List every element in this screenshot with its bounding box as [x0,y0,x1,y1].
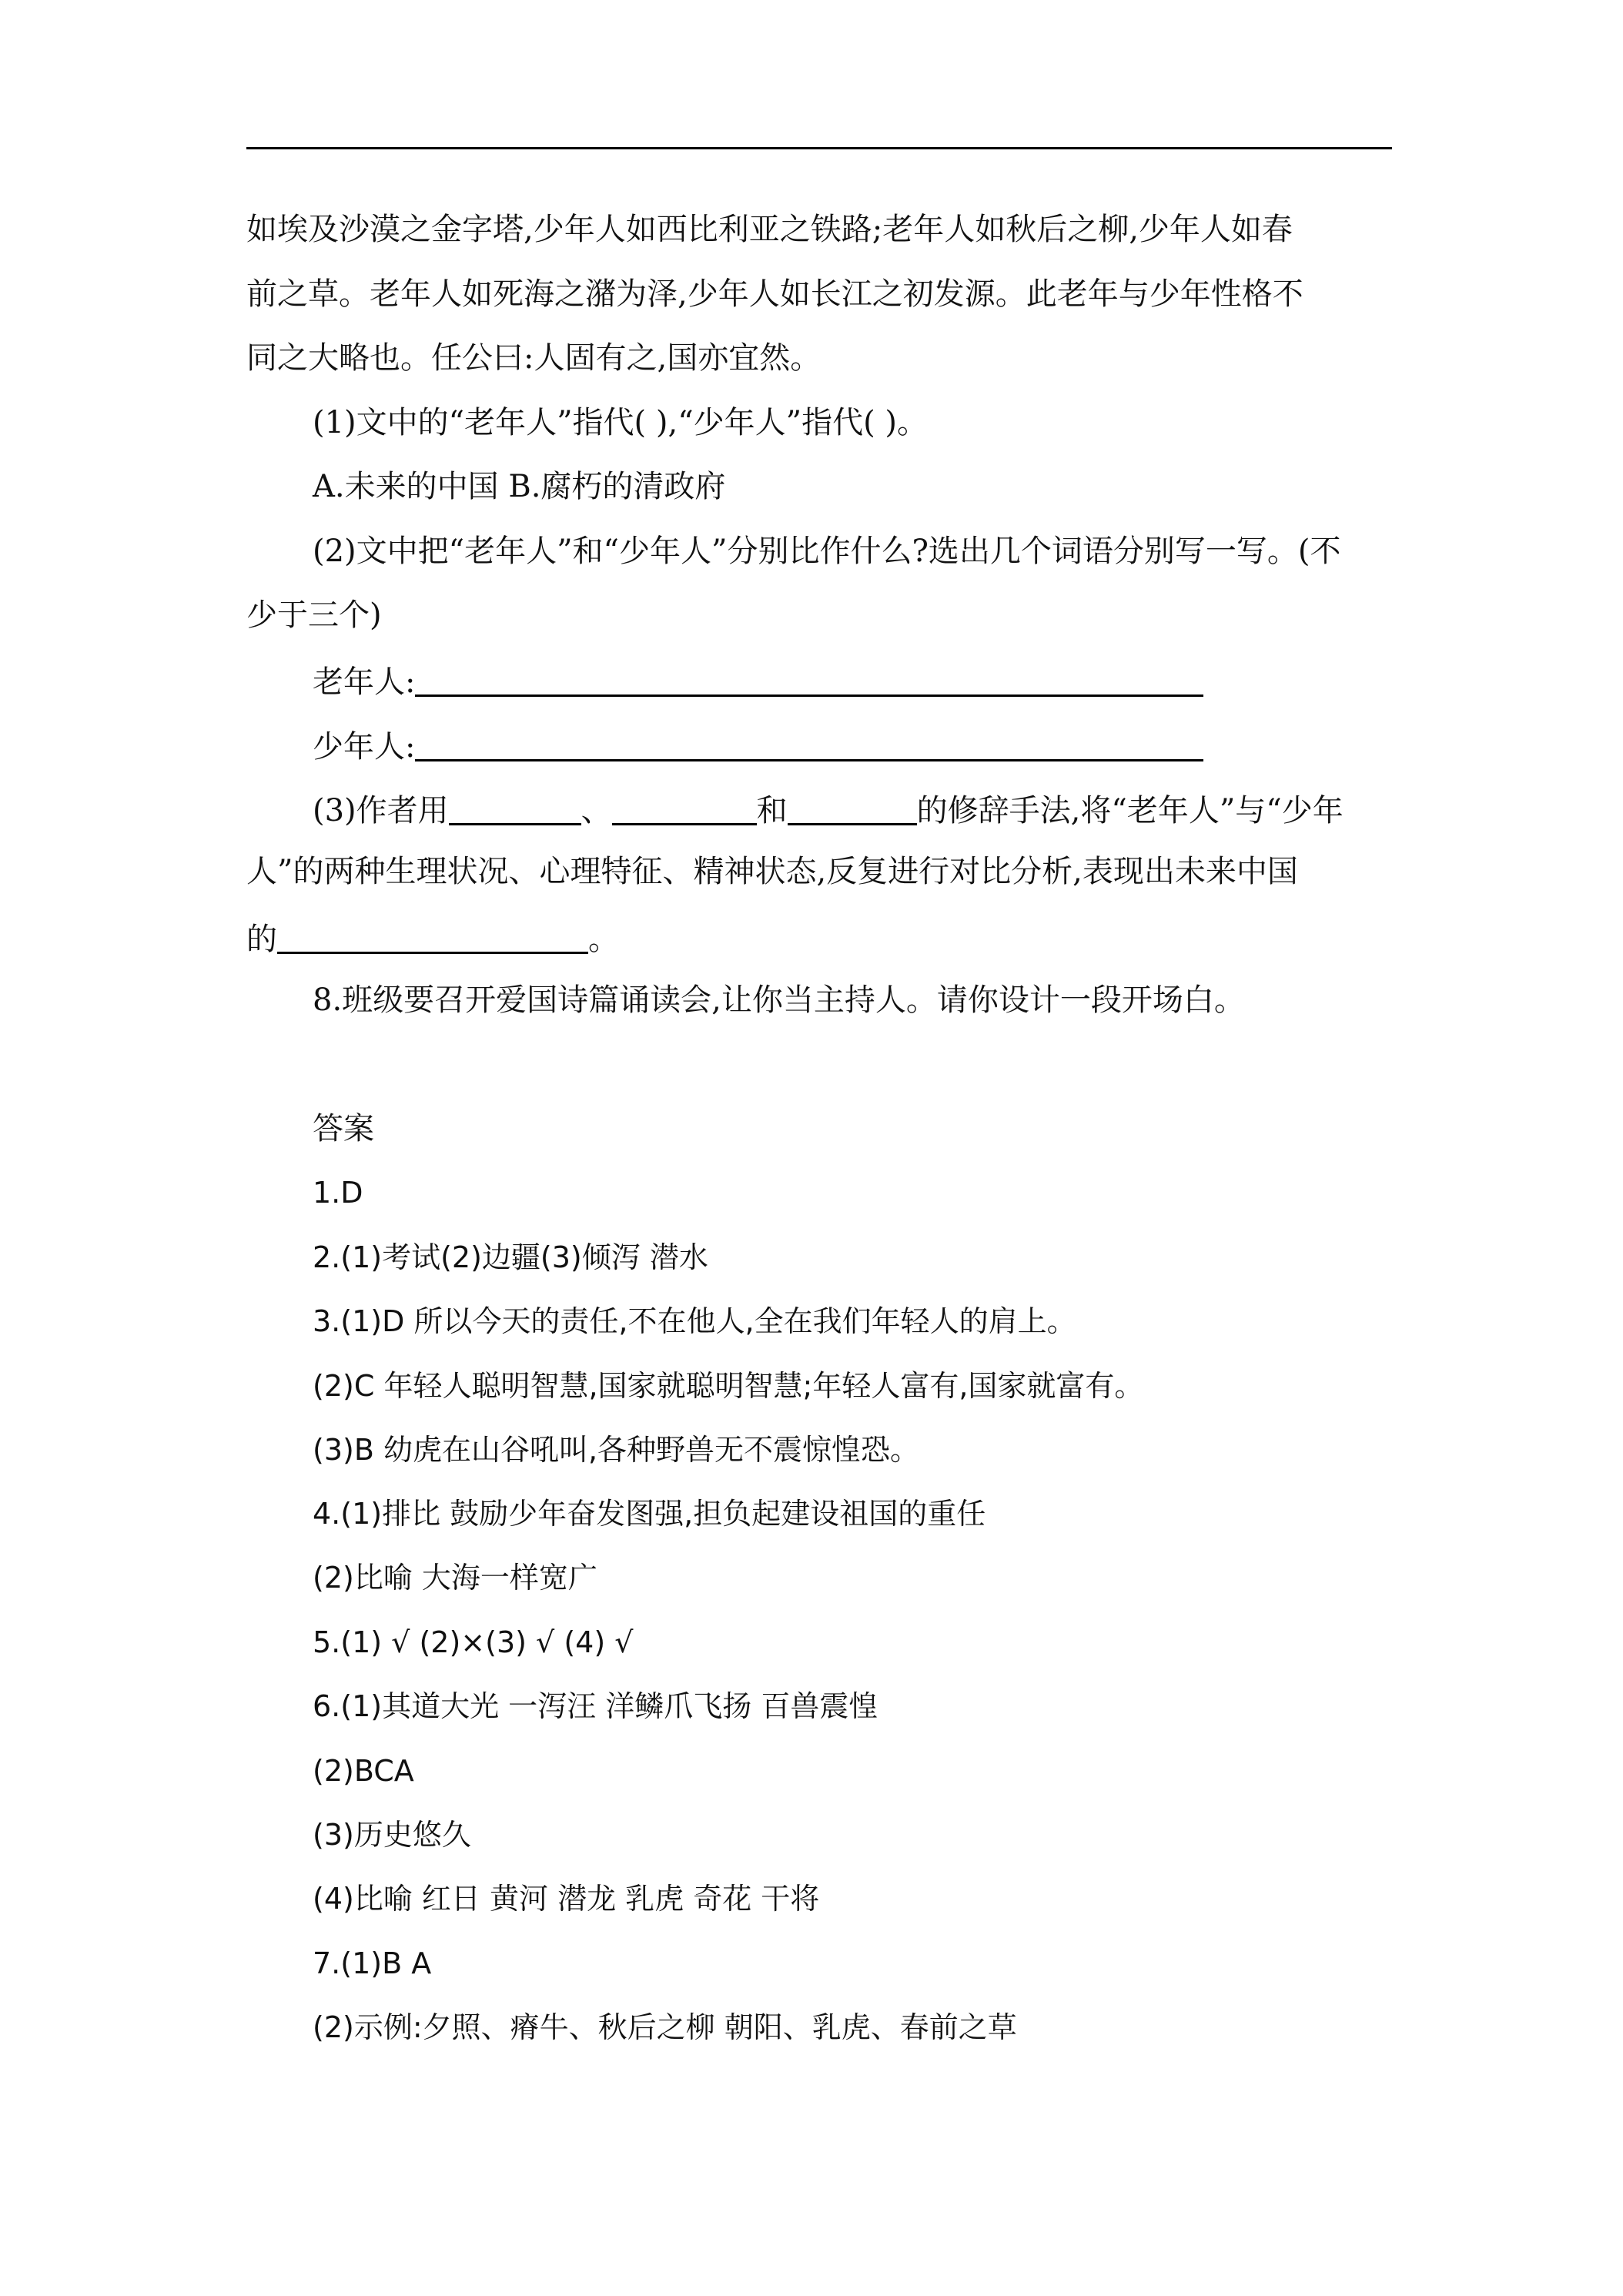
young-people-label: 少年人: [313,729,416,765]
q7-part3-sep-1: 、 [581,793,612,828]
young-people-answer-row [313,721,1203,767]
old-people-answer-row [313,656,1203,702]
q7-part3-line3 [246,913,619,959]
young-people-answer-blank[interactable] [415,725,1203,761]
answers-heading: 答案 [313,1111,374,1146]
answer-6-3: (3)历史悠久 [313,1818,471,1852]
answer-6-2: (2)BCA [313,1754,414,1788]
answer-6-4: (4)比喻 红日 黄河 潜龙 乳虎 奇花 干将 [313,1882,820,1916]
q7-part2-line2: 少于三个) [246,597,382,633]
q7-part3-text-a: (3)作者用 [313,793,449,828]
header-rule [246,147,1392,149]
answer-1: 1.D [313,1176,363,1210]
rhetoric-blank-3[interactable] [788,789,917,825]
passage-line-2: 前之草。老年人如死海之潴为泽,少年人如长江之初发源。此老年与少年性格不 [246,276,1303,312]
answer-5: 5.(1) √ (2)×(3) √ (4) √ [313,1625,634,1659]
q7-part1-options: A.未来的中国 B.腐朽的清政府 [313,469,726,504]
q7-part3-sep-2: 和 [756,793,788,828]
answer-3-2: (2)C 年轻人聪明智慧,国家就聪明智慧;年轻人富有,国家就富有。 [313,1369,1144,1403]
q7-part2-line1: (2)文中把“老年人”和“少年人”分别比作什么?选出几个词语分别写一写。(不 [313,534,1341,569]
future-china-blank[interactable] [277,918,588,954]
old-people-answer-blank[interactable] [415,661,1203,697]
rhetoric-blank-1[interactable] [449,789,581,825]
old-people-label: 老年人: [313,664,416,700]
q8-question: 8.班级要召开爱国诗篇诵读会,让你当主持人。请你设计一段开场白。 [313,982,1245,1018]
q7-part3-text-d: 。 [588,922,619,957]
q7-part3-text-b: 的修辞手法,将“老年人”与“少年 [916,793,1344,828]
answer-4-1: 4.(1)排比 鼓励少年奋发图强,担负起建设祖国的重任 [313,1497,986,1531]
passage-line-1: 如埃及沙漠之金字塔,少年人如西比利亚之铁路;老年人如秋后之柳,少年人如春 [246,212,1293,247]
q7-part3-text-c: 的 [246,922,277,957]
answer-3-3: (3)B 幼虎在山谷吼叫,各种野兽无不震惊惶恐。 [313,1433,920,1467]
answer-2: 2.(1)考试(2)边疆(3)倾泻 潜水 [313,1240,708,1274]
q7-part3-line2: 人”的两种生理状况、心理特征、精神状态,反复进行对比分析,表现出未来中国 [246,854,1298,889]
answer-7-2: (2)示例:夕照、瘠牛、秋后之柳 朝阳、乳虎、春前之草 [313,2010,1017,2044]
answer-7-1: 7.(1)B A [313,1946,432,1980]
rhetoric-blank-2[interactable] [612,789,757,825]
q7-part1: (1)文中的“老年人”指代( ),“少年人”指代( )。 [313,405,929,440]
answer-6-1: 6.(1)其道大光 一泻汪 洋鳞爪飞扬 百兽震惶 [313,1689,878,1723]
passage-line-3: 同之大略也。任公曰:人固有之,国亦宜然。 [246,340,822,376]
q7-part3-line1 [313,785,1344,831]
answer-4-2: (2)比喻 大海一样宽广 [313,1561,597,1595]
answer-3-1: 3.(1)D 所以今天的责任,不在他人,全在我们年轻人的肩上。 [313,1304,1076,1338]
